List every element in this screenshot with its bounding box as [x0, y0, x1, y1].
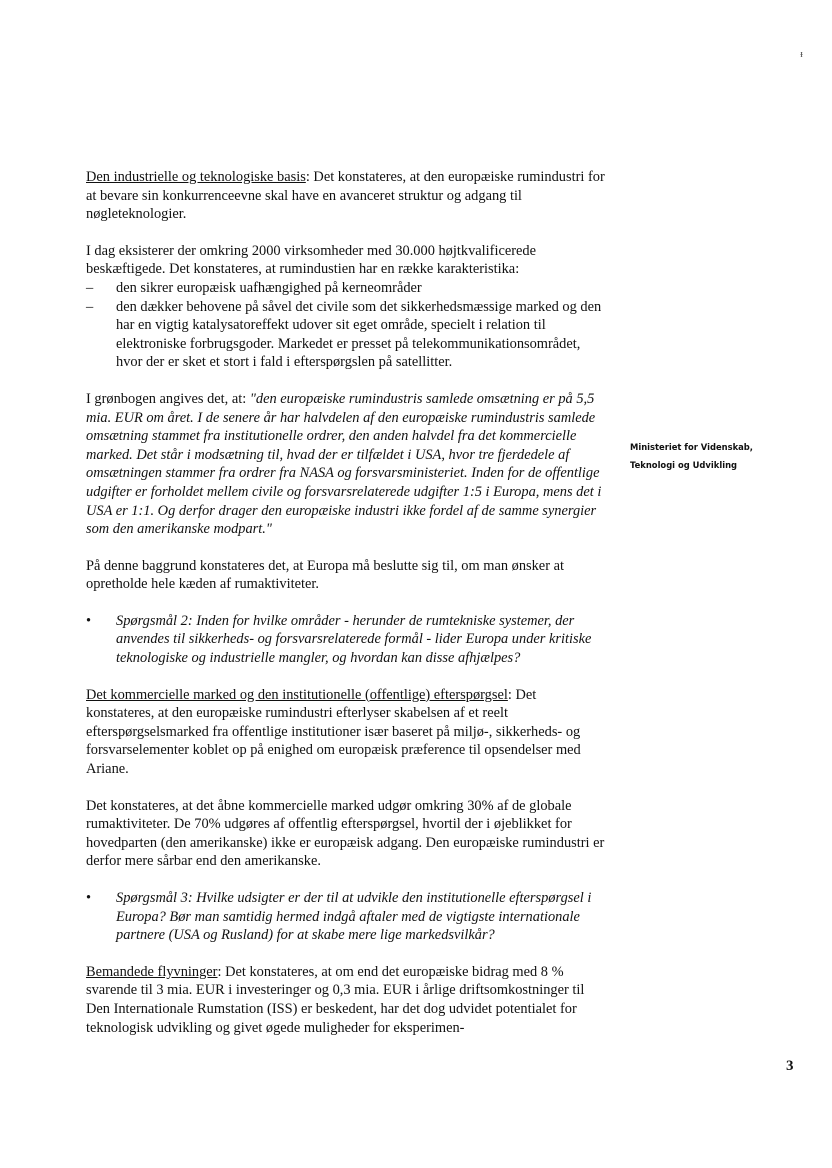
paragraph-open-market: Det konstateres, at det åbne kommercielle marked udgør omkring 30% af de globale rumaktiviteter. De 70% udgøres af offentlig efterspørgsel, hvortil der i øjeblikket for hovedparten (den amerikanske) ikke er europæisk adgang. Den europæiske rumindustri er derfor mere sårbar end den amerikanske. [86, 797, 605, 870]
bullet-marker: • [86, 612, 92, 629]
characteristics-list [86, 279, 606, 372]
quote-lead: I grønbogen angives det, at: [86, 390, 250, 407]
paragraph-industrial-basis-text: : Det konstateres, at den europæiske rumindustri for at bevare sin konkurrenceevne skal have en avanceret struktur og adgang til nøgleteknologier. [86, 169, 605, 223]
paragraph-industrial-basis [86, 168, 606, 224]
ministry-sidebar [630, 438, 790, 474]
dash-marker: – [86, 298, 94, 315]
heading-manned-flights: Bemandede flyvninger [86, 963, 218, 980]
paragraph-commercial-market-text: : Det konstateres, at den europæiske rumindustri efterlyser skabelsen af et reelt efterspørgselsmarked fra offentlige institutioner især baseret på miljø-, sikkerheds- og forsvarselementer koblet op på enighed om europæisk præference til opsendelser med Ariane. [86, 686, 581, 778]
question-3 [86, 889, 606, 945]
paragraph-greenpaper-quote [86, 390, 606, 539]
corner-mark: ᵻ [800, 48, 804, 60]
question-2 [86, 612, 606, 668]
list-item [86, 279, 606, 298]
page-number: 3 [786, 1058, 794, 1074]
ministry-line-2: Teknologi og Udvikling [630, 460, 738, 470]
ministry-line-1: Ministeriet for Videnskab, [630, 442, 753, 452]
list-item-text: den sikrer europæisk uafhængighed på kerneområder [116, 279, 422, 296]
question-3-text: Spørgsmål 3: Hvilke udsigter er der til at udvikle den institutionelle efterspørgsel i Europa? Bør man samtidig hermed indgå aftaler med de vigtigste internationale partnere (USA og Rusland) for at skabe mere lige markedsvilkår? [116, 890, 592, 944]
paragraph-commercial-market [86, 686, 606, 779]
paragraph-manned-flights-text: : Det konstateres, at om end det europæiske bidrag med 8 % svarende til 3 mia. EUR i investeringer og 0,3 mia. EUR i årlige driftsomkostninger til Den Internationale Rumstation (ISS) er beskedent, har det dog udvidet potentialet for teknologisk udvikling og givet øgede muligheder for eksperimen- [86, 963, 585, 1036]
paragraph-background: På denne baggrund konstateres det, at Europa må beslutte sig til, om man ønsker at opretholde hele kæden af rumaktiviteter. [86, 557, 564, 593]
quote-text: "den europæiske rumindustris samlede omsætning er på 5,5 mia. EUR om året. I de senere år har halvdelen af den europæiske rumindustris samlede omsætning stammet fra institutionelle ordrer, den anden halvdel fra det kommercielle marked. Det står i modsætning til, hvad der er tilfældet i USA, hvor tre fjerdedele af omsætningen stammer fra ordrer fra NASA og forsvarsministeriet. Inden for de offentlige udgifter er forholdet mellem civile og forsvarsrelaterede udgifter 1:5 i Europa, mens det i USA er 1:1. Og derfor drager den europæiske industri ikke fordel af de samme synergier som den amerikanske modpart." [86, 390, 602, 538]
heading-commercial-market: Det kommercielle marked og den institutionelle (offentlige) efterspørgsel [86, 686, 508, 703]
question-2-text: Spørgsmål 2: Inden for hvilke områder - herunder de rumtekniske systemer, der anvendes til sikkerheds- og forsvarsrelaterede formål - lider Europa under kritiske teknologiske og industrielle mangler, og hvordan kan disse afhjælpes? [116, 612, 592, 667]
paragraph-companies: I dag eksisterer der omkring 2000 virksomheder med 30.000 højtkvalificerede beskæftigede. Det konstateres, at rumindustien har en række karakteristika: [86, 242, 536, 278]
paragraph-manned-flights [86, 963, 606, 1037]
dash-marker: – [86, 279, 94, 296]
bullet-marker: • [86, 890, 92, 906]
list-item [86, 298, 606, 372]
main-text-column [86, 168, 606, 1055]
heading-industrial-basis: Den industrielle og teknologiske basis [86, 169, 306, 185]
list-item-text: den dækker behovene på såvel det civile som det sikkerhedsmæssige marked og den har en vigtig katalysatoreffekt udover sit eget område, specielt i relation til elektroniske forbrugsgoder. Markedet er presset på telekommunikationsområdet, hvor der er sket et stort i fald i efterspørgslen på satellitter. [116, 298, 602, 371]
